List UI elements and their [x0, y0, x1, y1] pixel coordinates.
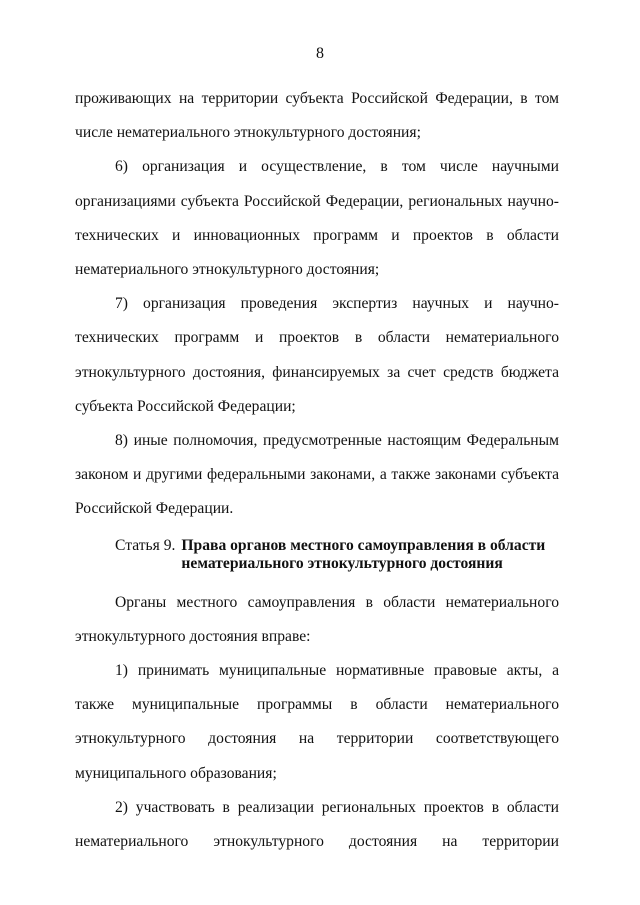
article-title [175, 537, 545, 574]
page-number: 8 [316, 45, 324, 62]
article-title-line-2: нематериального этнокультурного достояния [181, 555, 503, 573]
paragraph-item-6: 6) организация и осуществление, в том числе научными организациями субъекта Российской Федерации, региональных научно-технических и инновационных программ и проектов в области нематериального этнокультурного достояния; [75, 158, 559, 279]
paragraph-article-item-1: 1) принимать муниципальные нормативные правовые акты, а также муниципальные программы в области нематериального этнокультурного достояния на территории соответствующего муниципального образования; [75, 662, 559, 782]
document-body [75, 82, 559, 859]
paragraph-article-intro: Органы местного самоуправления в области нематериального этнокультурного достояния вправе: [75, 593, 559, 645]
paragraph-continuation: проживающих на территории субъекта Российской Федерации, в том числе нематериального этнокультурного достояния; [75, 90, 559, 142]
article-title-line-1: Права органов местного самоуправления в области [181, 536, 546, 554]
paragraph-article-item-2: 2) участвовать в реализации региональных проектов в области нематериального этнокультурного достояния на территории [75, 798, 559, 851]
article-heading [75, 537, 559, 574]
paragraph-item-7: 7) организация проведения экспертиз научных и научно-технических программ и проектов в области нематериального этнокультурного достояния, финансируемых за счет средств бюджета субъекта Российской Федерации; [75, 295, 559, 415]
paragraph-item-8: 8) иные полномочия, предусмотренные настоящим Федеральным законом и другими федеральными законами, а также законами субъекта Российской Федерации. [75, 432, 559, 518]
article-label: Статья 9. [115, 536, 176, 554]
